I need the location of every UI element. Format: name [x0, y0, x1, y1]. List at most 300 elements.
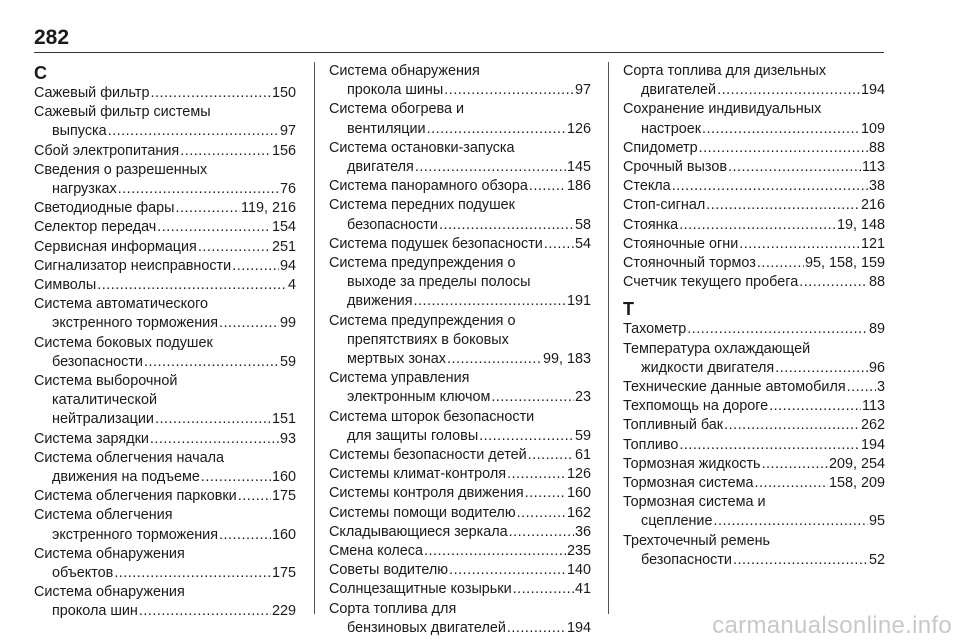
column-divider — [608, 62, 609, 614]
entry-text: Сохранение индивидуальных — [623, 101, 822, 118]
index-entry — [34, 334, 296, 372]
entry-text: нейтрализации — [52, 411, 154, 428]
entry-text: Селектор передач — [34, 219, 157, 236]
entry-line — [623, 158, 885, 177]
entry-text: Сигнализатор неисправности — [34, 257, 232, 274]
index-entry — [34, 545, 296, 583]
index-entry — [329, 504, 591, 523]
page-ref[interactable]: 126 — [566, 120, 591, 137]
leader-dots — [528, 446, 574, 465]
entry-line — [623, 378, 885, 397]
entry-line — [34, 276, 296, 295]
page-ref[interactable]: 140 — [566, 562, 591, 579]
page-ref[interactable]: 113 — [862, 398, 885, 415]
page-ref[interactable]: 99, 183 — [542, 351, 591, 368]
entry-text: Сведения о разрешенных — [34, 161, 208, 178]
entry-text: Система обнаружения — [329, 63, 480, 79]
index-entry — [34, 506, 296, 544]
page-ref[interactable]: 113 — [862, 159, 885, 176]
entry-line — [34, 545, 296, 564]
entry-text: Техпомощь на дороге — [623, 398, 769, 415]
index-entry — [623, 455, 885, 474]
entry-line — [329, 331, 591, 350]
entry-text: для защиты головы — [347, 427, 479, 444]
page-ref[interactable]: 95 — [868, 513, 885, 530]
entry-text: Система управления — [329, 370, 470, 387]
page-ref[interactable]: 93 — [279, 430, 296, 447]
index-entry — [329, 446, 591, 465]
index-entry — [623, 493, 885, 531]
index-entry — [34, 276, 296, 295]
entry-line — [623, 177, 885, 196]
leader-dots — [439, 216, 574, 235]
page-ref[interactable]: 154 — [271, 219, 296, 236]
index-entry — [34, 449, 296, 487]
page-ref[interactable]: 119, 216 — [241, 200, 296, 217]
entry-text: Система предупреждения о — [329, 312, 516, 329]
entry-line — [623, 551, 885, 570]
entry-line — [329, 100, 591, 119]
entry-text: Система боковых подушек — [34, 334, 213, 351]
entry-line — [623, 436, 885, 455]
entry-text: экстренного торможения — [52, 526, 219, 543]
entry-line — [623, 254, 885, 273]
entry-line — [623, 139, 885, 158]
entry-line — [623, 416, 885, 435]
index-entry — [34, 238, 296, 257]
leader-dots — [491, 388, 574, 407]
entry-line — [34, 583, 296, 602]
page-ref[interactable]: 94 — [279, 257, 296, 274]
entry-text: Система выборочной — [34, 373, 178, 390]
index-entry — [329, 235, 591, 254]
leader-dots — [144, 353, 279, 372]
page-ref[interactable]: 145 — [566, 159, 591, 176]
leader-dots — [150, 430, 279, 449]
entry-line — [34, 142, 296, 161]
index-entry — [623, 139, 885, 158]
entry-text: Сбой электропитания — [34, 142, 180, 159]
entry-line — [329, 542, 591, 561]
entry-text: Система шторок безопасности — [329, 408, 535, 425]
page-ref[interactable]: 194 — [566, 619, 591, 636]
leader-dots — [739, 235, 860, 254]
entry-line — [329, 408, 591, 427]
page-ref[interactable]: 209, 254 — [828, 455, 885, 472]
entry-line — [329, 504, 591, 523]
entry-text: Солнцезащитные козырьки — [329, 581, 512, 598]
entry-line — [329, 388, 591, 407]
leader-dots — [713, 512, 868, 531]
entry-text: Срочный вызов — [623, 159, 727, 176]
leader-dots — [847, 378, 876, 397]
entry-text: Системы помощи водителю — [329, 504, 516, 521]
index-entry — [623, 100, 885, 138]
entry-text: движения на подъеме — [52, 469, 200, 486]
entry-text: Система обнаружения — [34, 545, 185, 562]
page-ref[interactable]: 89 — [868, 321, 885, 338]
entry-line — [329, 158, 591, 177]
leader-dots — [201, 468, 271, 487]
page-ref[interactable]: 158, 209 — [828, 475, 885, 492]
page-ref[interactable]: 160 — [271, 526, 296, 543]
index-entry — [329, 580, 591, 599]
entry-text: Символы — [34, 277, 97, 294]
header-rule — [34, 52, 884, 53]
watermark: carmanualsonline.info — [712, 612, 952, 639]
page-ref[interactable]: 191 — [566, 293, 591, 310]
leader-dots — [717, 81, 860, 100]
index-column-2 — [329, 62, 591, 638]
entry-line — [34, 487, 296, 506]
page-ref[interactable]: 121 — [860, 235, 885, 252]
entry-line — [34, 410, 296, 429]
page-ref[interactable]: 251 — [271, 238, 296, 255]
leader-dots — [529, 177, 566, 196]
entry-text: препятствиях в боковых — [347, 331, 509, 348]
index-entry — [329, 100, 591, 138]
leader-dots — [238, 487, 271, 506]
entry-line — [34, 602, 296, 621]
section-letter: Т — [623, 299, 634, 320]
entry-line — [34, 295, 296, 314]
index-entry — [329, 369, 591, 407]
leader-dots — [219, 314, 279, 333]
page-number: 282 — [34, 26, 70, 49]
index-entry — [623, 273, 885, 292]
entry-line — [34, 334, 296, 353]
entry-text: объектов — [52, 565, 114, 582]
entry-text: Светодиодные фары — [34, 200, 175, 217]
page-ref[interactable]: 162 — [566, 504, 591, 521]
page-ref[interactable]: 41 — [574, 581, 591, 598]
leader-dots — [799, 273, 868, 292]
index-entry — [329, 196, 591, 234]
page-ref[interactable]: 194 — [860, 82, 885, 99]
entry-line — [329, 81, 591, 100]
index-entry — [34, 430, 296, 449]
page-ref[interactable]: 38 — [868, 178, 885, 195]
entry-text: Система облегчения парковки — [34, 488, 237, 505]
leader-dots — [479, 427, 574, 446]
leader-dots — [180, 142, 271, 161]
entry-text: мертвых зонах — [347, 351, 446, 368]
leader-dots — [444, 81, 574, 100]
entry-text: прокола шины — [347, 82, 444, 99]
entry-line — [329, 292, 591, 311]
page-ref[interactable]: 54 — [574, 235, 591, 252]
page-ref[interactable]: 58 — [574, 216, 591, 233]
index-entry — [329, 177, 591, 196]
page-ref[interactable]: 88 — [868, 139, 885, 156]
leader-dots — [114, 564, 271, 583]
leader-dots — [427, 120, 566, 139]
entry-text: Советы водителю — [329, 562, 449, 579]
page-ref[interactable]: 262 — [860, 417, 885, 434]
entry-line — [34, 238, 296, 257]
index-entry — [329, 600, 591, 638]
page-ref[interactable]: 175 — [271, 565, 296, 582]
page-ref[interactable]: 151 — [271, 411, 296, 428]
entry-text: каталитической — [52, 392, 157, 409]
leader-dots — [414, 292, 566, 311]
entry-text: сцепление — [641, 513, 713, 530]
entry-line — [623, 196, 885, 215]
entry-text: Трехточечный ремень — [623, 532, 771, 549]
leader-dots — [672, 177, 868, 196]
page-ref[interactable]: 4 — [287, 277, 296, 294]
leader-dots — [449, 561, 566, 580]
entry-text: Стекла — [623, 178, 671, 195]
entry-line — [623, 273, 885, 292]
leader-dots — [424, 542, 566, 561]
entry-text: Стоянка — [623, 216, 679, 233]
entry-text: Система автоматического — [34, 296, 209, 313]
page-ref[interactable]: 175 — [271, 488, 296, 505]
entry-line — [623, 235, 885, 254]
page-ref[interactable]: 59 — [279, 353, 296, 370]
index-entry — [34, 583, 296, 621]
leader-dots — [755, 474, 828, 493]
leader-dots — [415, 158, 566, 177]
index-column-1 — [34, 62, 296, 622]
index-entry — [623, 378, 885, 397]
entry-line — [329, 139, 591, 158]
index-entry — [623, 416, 885, 435]
entry-text: Температура охлаждающей — [623, 340, 811, 357]
page-ref[interactable]: 96 — [868, 359, 885, 376]
entry-line — [623, 397, 885, 416]
entry-line — [329, 350, 591, 369]
page-ref[interactable]: 235 — [566, 543, 591, 560]
page-ref[interactable]: 229 — [271, 603, 296, 620]
entry-line — [329, 465, 591, 484]
entry-line — [329, 369, 591, 388]
entry-line — [623, 120, 885, 139]
entry-text: выпуска — [52, 123, 107, 140]
index-entry — [623, 254, 885, 273]
entry-line — [34, 353, 296, 372]
entry-text: Тормозная жидкость — [623, 455, 761, 472]
entry-line — [329, 216, 591, 235]
index-entry — [623, 340, 885, 378]
entry-line — [329, 62, 591, 81]
leader-dots — [507, 619, 566, 638]
index-entry — [34, 257, 296, 276]
leader-dots — [544, 235, 574, 254]
entry-text: Складывающиеся зеркала — [329, 523, 508, 540]
index-entry — [329, 484, 591, 503]
leader-dots — [118, 180, 279, 199]
entry-text: вентиляции — [347, 120, 426, 137]
leader-dots — [219, 526, 271, 545]
entry-line — [34, 161, 296, 180]
entry-text: Система передних подушек — [329, 197, 515, 214]
entry-text: Топливо — [623, 436, 679, 453]
entry-text: безопасности — [52, 353, 143, 370]
leader-dots — [198, 238, 271, 257]
entry-text: Система панорамного обзора — [329, 178, 528, 195]
entry-line — [623, 455, 885, 474]
entry-line — [623, 81, 885, 100]
leader-dots — [139, 602, 271, 621]
index-entry — [623, 474, 885, 493]
leader-dots — [447, 350, 542, 369]
index-entry — [34, 295, 296, 333]
entry-text: Системы контроля движения — [329, 485, 524, 502]
entry-line — [623, 474, 885, 493]
entry-line — [329, 273, 591, 292]
index-entry — [329, 312, 591, 370]
entry-text: электронным ключом — [347, 389, 491, 406]
entry-text: Смена колеса — [329, 543, 423, 560]
index-entry — [623, 320, 885, 339]
entry-text: выходе за пределы полосы — [347, 274, 531, 291]
index-entry — [34, 103, 296, 141]
entry-text: жидкости двигателя — [641, 359, 775, 376]
entry-line — [329, 312, 591, 331]
entry-text: Стоп-сигнал — [623, 197, 706, 214]
entry-line — [623, 320, 885, 339]
page-ref[interactable]: 160 — [566, 485, 591, 502]
entry-line — [329, 427, 591, 446]
page-ref[interactable]: 156 — [271, 142, 296, 159]
index-entry — [623, 235, 885, 254]
entry-text: Сажевый фильтр системы — [34, 104, 211, 121]
entry-line — [329, 600, 591, 619]
entry-line — [329, 196, 591, 215]
leader-dots — [509, 523, 574, 542]
page-ref[interactable]: 76 — [279, 181, 296, 198]
page-ref[interactable]: 61 — [574, 447, 591, 464]
page-ref[interactable]: 52 — [868, 551, 885, 568]
entry-text: Система предупреждения о — [329, 255, 516, 272]
entry-line — [34, 103, 296, 122]
leader-dots — [679, 436, 860, 455]
entry-line — [34, 180, 296, 199]
index-entry — [34, 84, 296, 103]
leader-dots — [769, 397, 861, 416]
index-entry — [623, 436, 885, 455]
page-ref[interactable]: 99 — [279, 315, 296, 332]
page-ref[interactable]: 186 — [566, 178, 591, 195]
leader-dots — [679, 216, 836, 235]
page-ref[interactable]: 97 — [574, 82, 591, 99]
index-entry — [329, 561, 591, 580]
entry-text: Система облегчения начала — [34, 449, 225, 466]
index-entry — [329, 254, 591, 312]
leader-dots — [699, 139, 868, 158]
entry-text: Сервисная информация — [34, 238, 197, 255]
index-column-3 — [623, 62, 885, 570]
leader-dots — [702, 120, 860, 139]
index-entry — [623, 158, 885, 177]
entry-line — [623, 493, 885, 512]
entry-line — [623, 100, 885, 119]
entry-line — [329, 120, 591, 139]
leader-dots — [176, 199, 241, 218]
page-ref[interactable]: 88 — [868, 274, 885, 291]
page-ref[interactable]: 126 — [566, 466, 591, 483]
entry-text: Сажевый фильтр — [34, 85, 150, 101]
leader-dots — [728, 158, 861, 177]
entry-text: Топливный бак — [623, 417, 724, 434]
page-ref[interactable]: 160 — [271, 469, 296, 486]
entry-text: Тормозная система и — [623, 494, 766, 511]
page-ref[interactable]: 194 — [860, 436, 885, 453]
entry-text: Сорта топлива для — [329, 600, 457, 617]
page-ref[interactable]: 95, 158, 159 — [804, 255, 885, 272]
entry-line — [34, 199, 296, 218]
page-ref[interactable]: 23 — [574, 389, 591, 406]
page-ref[interactable]: 36 — [574, 523, 591, 540]
entry-line — [34, 449, 296, 468]
page-ref[interactable]: 59 — [574, 427, 591, 444]
entry-text: прокола шин — [52, 603, 138, 620]
index-entry — [329, 62, 591, 100]
entry-line — [329, 235, 591, 254]
entry-text: Тормозная система — [623, 475, 754, 492]
entry-line — [34, 314, 296, 333]
entry-text: Системы безопасности детей — [329, 447, 527, 464]
index-entry — [329, 408, 591, 446]
entry-text: Система облегчения — [34, 507, 173, 524]
entry-line — [623, 340, 885, 359]
index-entry — [34, 161, 296, 199]
page-ref[interactable]: 150 — [271, 85, 296, 101]
entry-text: Счетчик текущего пробега — [623, 274, 799, 291]
page-ref[interactable]: 109 — [860, 120, 885, 137]
index-entry — [623, 532, 885, 570]
leader-dots — [108, 122, 279, 141]
entry-line — [623, 359, 885, 378]
leader-dots — [757, 254, 804, 273]
leader-dots — [724, 416, 860, 435]
entry-line — [329, 619, 591, 638]
entry-text: двигателей — [641, 82, 717, 99]
page-ref[interactable]: 19, 148 — [836, 216, 885, 233]
page-ref[interactable]: 97 — [279, 123, 296, 140]
page-ref[interactable]: 3 — [876, 379, 885, 396]
index-entry — [34, 372, 296, 430]
entry-line — [34, 564, 296, 583]
index-entry — [34, 142, 296, 161]
entry-text: Система обогрева и — [329, 101, 464, 118]
index-entry — [329, 542, 591, 561]
entry-line — [34, 122, 296, 141]
entry-text: безопасности — [641, 551, 732, 568]
index-entry — [623, 196, 885, 215]
leader-dots — [507, 465, 566, 484]
entry-text: Системы климат-контроля — [329, 466, 507, 483]
entry-line — [34, 372, 296, 391]
index-entry — [329, 139, 591, 177]
index-entry — [34, 218, 296, 237]
entry-line — [329, 561, 591, 580]
entry-text: движения — [347, 293, 413, 310]
entry-text: Тахометр — [623, 321, 687, 338]
entry-line — [34, 218, 296, 237]
index-entry — [329, 523, 591, 542]
entry-line — [623, 532, 885, 551]
entry-text: безопасности — [347, 216, 438, 233]
entry-line — [34, 430, 296, 449]
entry-line — [34, 468, 296, 487]
page-ref[interactable]: 216 — [860, 197, 885, 214]
leader-dots — [97, 276, 287, 295]
leader-dots — [687, 320, 868, 339]
entry-text: Система остановки-запуска — [329, 139, 515, 156]
